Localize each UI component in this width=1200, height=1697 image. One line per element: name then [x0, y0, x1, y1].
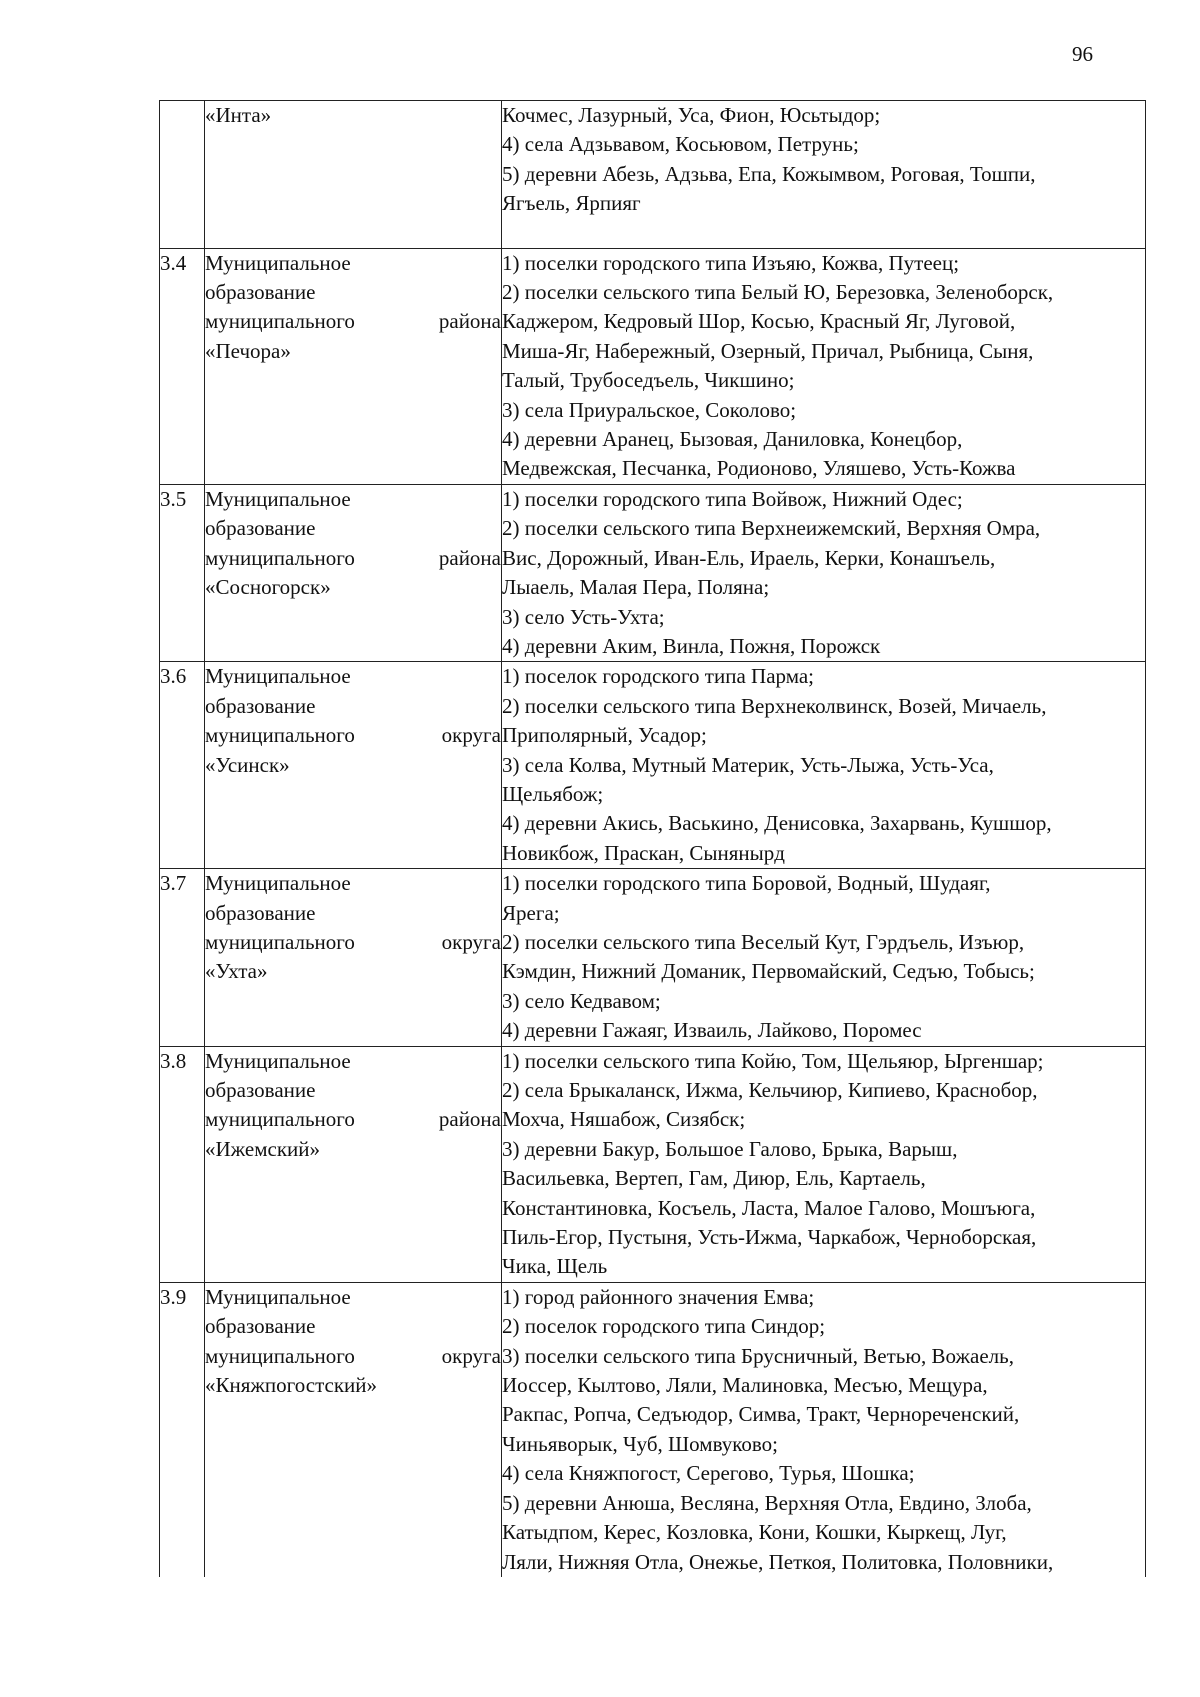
municipality-name [205, 869, 502, 1046]
municipality-name-line: Муниципальное [205, 871, 351, 896]
municipality-name-line: «Княжпогостский» [205, 1373, 378, 1398]
settlements-list-line: 3) село Усть-Ухта; [502, 604, 665, 629]
settlements-list-line: Миша-Яг, Набережный, Озерный, Причал, Рыбница, Сыня, [502, 338, 1034, 363]
settlements-list [502, 248, 1146, 484]
table-row [160, 248, 1146, 484]
settlements-list-line: Ракпас, Ропча, Седъюдор, Симва, Тракт, Чернореченский, [502, 1402, 1020, 1427]
municipality-name-line: «Ухта» [205, 959, 268, 984]
settlements-list [502, 662, 1146, 869]
settlements-list-line: 3) села Приуральское, Соколово; [502, 397, 797, 422]
municipality-name-line: «Инта» [205, 103, 272, 127]
municipality-name-line [205, 928, 501, 957]
settlements-list-line: 3) села Колва, Мутный Материк, Усть-Лыжа, Усть-Уса, [502, 752, 994, 777]
settlements-list [502, 869, 1146, 1046]
settlements-list-line: Вис, Дорожный, Иван-Ель, Ираель, Керки, Конашъель, [502, 545, 996, 570]
municipality-name [205, 662, 502, 869]
municipality-name [205, 1046, 502, 1282]
settlements-list-line: 3) деревни Бакур, Большое Галово, Брыка, Варыш, [502, 1136, 958, 1161]
municipality-name-line: «Усинск» [205, 752, 290, 777]
municipality-name [205, 1282, 502, 1577]
municipality-name-line: «Сосногорск» [205, 575, 331, 600]
municipality-name-line: образование [205, 1314, 316, 1339]
settlements-list-line: 1) поселки сельского типа Койю, Том, Щельяюр, Ыргеншар; [502, 1048, 1044, 1073]
settlements-list-line: 1) город районного значения Емва; [502, 1284, 815, 1309]
municipality-name-line: Муниципальное [205, 1048, 351, 1073]
settlements-list-line: Мохча, Няшабож, Сизябск; [502, 1107, 746, 1132]
settlements-list [502, 1282, 1146, 1577]
settlements-list-line: 2) поселки сельского типа Веселый Кут, Гэрдъель, Изъюр, [502, 929, 1025, 954]
settlements-list-line: 1) поселки городского типа Войвож, Нижний Одес; [502, 486, 963, 511]
settlements-list-line: Иоссер, Кылтово, Ляли, Малиновка, Месъю, Мещура, [502, 1373, 988, 1398]
municipality-name-word: муниципального [205, 723, 355, 748]
table-body [160, 101, 1146, 1577]
settlements-list-line: Медвежская, Песчанка, Родионово, Уляшево, Усть-Кожва [502, 456, 1016, 481]
settlements-list [502, 1046, 1146, 1282]
settlements-list-line: Кочмес, Лазурный, Уса, Фион, Юсьтыдор; [502, 103, 881, 127]
row-number: 3.4 [160, 248, 205, 484]
settlements-list-line: 4) деревни Акись, Васькино, Денисовка, Захарвань, Кушшор, [502, 811, 1052, 836]
municipality-kind-word: района [438, 309, 501, 334]
municipality-name-line: Муниципальное [205, 664, 351, 689]
settlements-list-line: 4) деревни Гажаяг, Изваиль, Лайково, Поромес [502, 1018, 922, 1043]
municipality-kind-word: района [438, 545, 501, 570]
settlements-list-line: 2) поселки сельского типа Верхнеижемский, Верхняя Омра, [502, 516, 1041, 541]
settlements-list-line: 4) села Княжпогост, Серегово, Турья, Шошка; [502, 1461, 915, 1486]
municipality-name-line [205, 721, 501, 750]
settlements-list-line: 1) поселок городского типа Парма; [502, 664, 814, 689]
settlements-list-line: 3) село Кедвавом; [502, 988, 661, 1013]
municipality-kind-word: округа [441, 723, 501, 748]
settlements-list-line: 2) поселки сельского типа Верхнеколвинск, Возей, Мичаель, [502, 693, 1047, 718]
settlements-list-line: 4) деревни Аранец, Бызовая, Даниловка, Конецбор, [502, 427, 963, 452]
municipality-name-word: муниципального [205, 309, 355, 334]
municipality-name-line [205, 307, 501, 336]
row-number: 3.7 [160, 869, 205, 1046]
settlements-list-line: Ярега; [502, 900, 560, 925]
municipality-kind-word: района [438, 1107, 501, 1132]
table-row [160, 662, 1146, 869]
table-row [160, 101, 1146, 249]
municipality-name-line: «Печора» [205, 338, 291, 363]
municipality-name-line [205, 544, 501, 573]
settlements-list-line: Каджером, Кедровый Шор, Косью, Красный Яг, Луговой, [502, 309, 1016, 334]
settlements-list-line: 4) села Адзьвавом, Косьювом, Петрунь; [502, 132, 859, 157]
settlements-list-line: Приполярный, Усадор; [502, 723, 707, 748]
municipality-name-word: муниципального [205, 545, 355, 570]
municipality-kind-word: округа [441, 929, 501, 954]
row-number: 3.6 [160, 662, 205, 869]
row-number: 3.5 [160, 484, 205, 661]
row-number: 3.9 [160, 1282, 205, 1577]
page-number: 96 [1072, 42, 1093, 66]
row-number: 3.8 [160, 1046, 205, 1282]
table-row [160, 484, 1146, 661]
settlements-list-line: Константиновка, Косъель, Ласта, Малое Галово, Мошъюга, [502, 1195, 1036, 1220]
settlements-list-line: 5) деревни Абезь, Адзьва, Епа, Кожымвом, Роговая, Тошпи, [502, 161, 1036, 186]
settlements-list-line: 3) поселки сельского типа Брусничный, Ветью, Вожаель, [502, 1343, 1014, 1368]
table-row [160, 869, 1146, 1046]
municipality-name-line: Муниципальное [205, 1284, 351, 1309]
municipality-name-line: образование [205, 280, 316, 305]
municipality-name-line: образование [205, 516, 316, 541]
settlements-list [502, 101, 1146, 249]
settlements-list [502, 484, 1146, 661]
settlements-list-line: Васильевка, Вертеп, Гам, Диюр, Ель, Картаель, [502, 1166, 926, 1191]
municipality-name-line: образование [205, 693, 316, 718]
settlements-list-line: Щельябож; [502, 781, 604, 806]
settlements-list-line: 2) поселок городского типа Синдор; [502, 1314, 826, 1339]
settlements-list-line: Кэмдин, Нижний Доманик, Первомайский, Седъю, Тобысь; [502, 959, 1035, 984]
municipality-name-line: Муниципальное [205, 250, 351, 275]
row-number [160, 101, 205, 249]
settlements-list-line: Новикбож, Праскан, Сыняныpд [502, 840, 785, 865]
municipality-name-word: муниципального [205, 1343, 355, 1368]
settlements-list-line: Пиль-Егор, Пустыня, Усть-Ижма, Чаркабож, Черноборская, [502, 1225, 1037, 1250]
municipality-name-line [205, 1342, 501, 1371]
settlements-list-line: Катыдпом, Керес, Козловка, Кони, Кошки, Кыркещ, Луг, [502, 1520, 1007, 1545]
municipality-name-line: «Ижемский» [205, 1136, 321, 1161]
settlements-list-line: Ляли, Нижняя Отла, Онежье, Петкоя, Политовка, Половники, [502, 1549, 1054, 1574]
settlements-list-line: 2) села Брыкаланск, Ижма, Кельчиюр, Кипиево, Краснобор, [502, 1078, 1038, 1102]
settlements-list-line: Талый, Трубоседъель, Чикшино; [502, 368, 795, 393]
settlements-list-line: 1) поселки городского типа Боровой, Водный, Шудаяг, [502, 871, 991, 896]
municipality-name-line [205, 1105, 501, 1134]
settlements-list-line: 4) деревни Аким, Винла, Пожня, Порожск [502, 633, 881, 658]
municipality-name [205, 248, 502, 484]
settlements-list-line: Лыаель, Малая Пера, Поляна; [502, 575, 770, 600]
municipality-name [205, 101, 502, 249]
settlements-list-line: 2) поселки сельского типа Белый Ю, Березовка, Зеленоборск, [502, 280, 1054, 305]
settlements-list-line: Чика, Щель [502, 1254, 608, 1279]
settlements-list-line: 1) поселки городского типа Изъяю, Кожва, Путеец; [502, 250, 960, 275]
municipality-name-word: муниципального [205, 1107, 355, 1132]
municipality-name-line: образование [205, 1078, 316, 1102]
municipality-kind-word: округа [441, 1343, 501, 1368]
settlements-table [159, 100, 1146, 1577]
settlements-list-line: 5) деревни Анюша, Весляна, Верхняя Отла, Евдино, Злоба, [502, 1490, 1032, 1515]
municipality-name-line: Муниципальное [205, 486, 351, 511]
municipality-name-word: муниципального [205, 929, 355, 954]
municipality-name-line: образование [205, 900, 316, 925]
table-row [160, 1046, 1146, 1282]
settlements-list-line: Ягъель, Ярпияг [502, 191, 641, 216]
table-row [160, 1282, 1146, 1577]
settlements-list-line: Чиньяворык, Чуб, Шомвуково; [502, 1431, 779, 1456]
municipality-name [205, 484, 502, 661]
